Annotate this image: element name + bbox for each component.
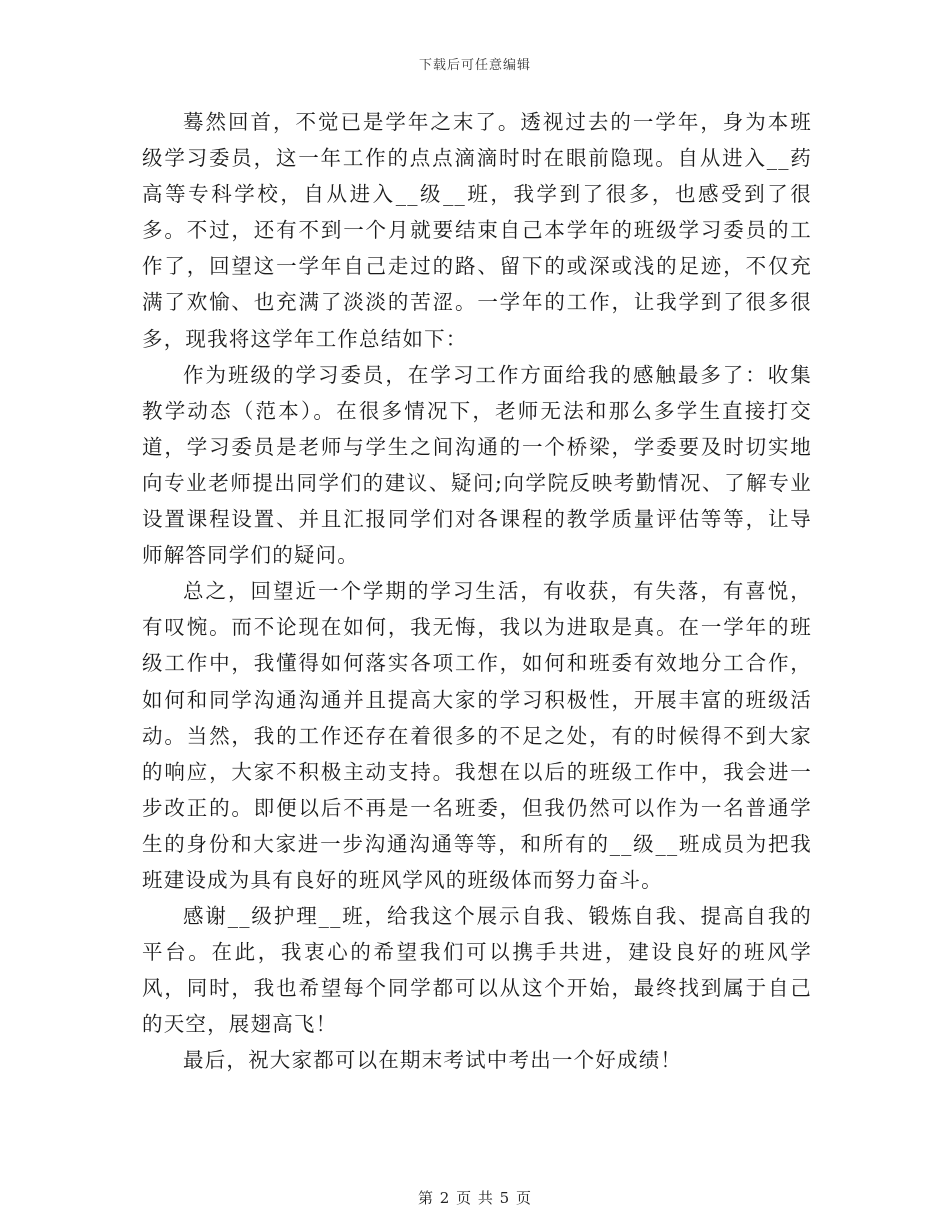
- header-note: 下载后可任意编辑: [418, 58, 531, 73]
- paragraph-2: 作为班级的学习委员，在学习工作方面给我的感触最多了：收集教学动态（范本）。在很多情况下，老师无法和那么多学生直接打交道，学习委员是老师与学生之间沟通的一个桥梁，学委要及时切实地向专业老师提出同学们的建议、疑问;向学院反映考勤情况、了解专业设置课程设置、并且汇报同学们对各课程的教学质量评估等等，让导师解答同学们的疑问。: [142, 362, 812, 568]
- paragraph-1: 蓦然回首，不觉已是学年之末了。透视过去的一学年，身为本班级学习委员，这一年工作的点点滴滴时时在眼前隐现。自从进入__药高等专科学校，自从进入__级__班，我学到了很多，也感受到了很多。不过，还有不到一个月就要结束自己本学年的班级学习委员的工作了，回望这一学年自己走过的路、留下的或深或浅的足迹，不仅充满了欢愉、也充满了淡淡的苦涩。一学年的工作，让我学到了很多很多，现我将这学年工作总结如下：: [142, 110, 812, 351]
- paragraph-3: 总之，回望近一个学期的学习生活，有收获，有失落，有喜悦，有叹惋。而不论现在如何，我无悔，我以为进取是真。在一学年的班级工作中，我懂得如何落实各项工作，如何和班委有效地分工合作，如何和同学沟通沟通并且提高大家的学习积极性，开展丰富的班级活动。当然，我的工作还存在着很多的不足之处，有的时候得不到大家的响应，大家不积极主动支持。我想在以后的班级工作中，我会进一步改正的。即便以后不再是一名班委，但我仍然可以作为一名普通学生的身份和大家进一步沟通沟通等等，和所有的__级__班成员为把我班建设成为具有良好的班风学风的班级体而努力奋斗。: [142, 579, 812, 892]
- page-number: 第 2 页 共 5 页: [418, 1189, 532, 1207]
- paragraph-4: 感谢__级护理__班，给我这个展示自我、锻炼自我、提高自我的平台。在此，我衷心的希望我们可以携手共进，建设良好的班风学风，同时，我也希望每个同学都可以从这个开始，最终找到属于自己的天空，展翅高飞！: [142, 904, 812, 1037]
- document-body: [142, 104, 812, 1079]
- paragraph-5: 最后，祝大家都可以在期末考试中考出一个好成绩！: [183, 1048, 683, 1073]
